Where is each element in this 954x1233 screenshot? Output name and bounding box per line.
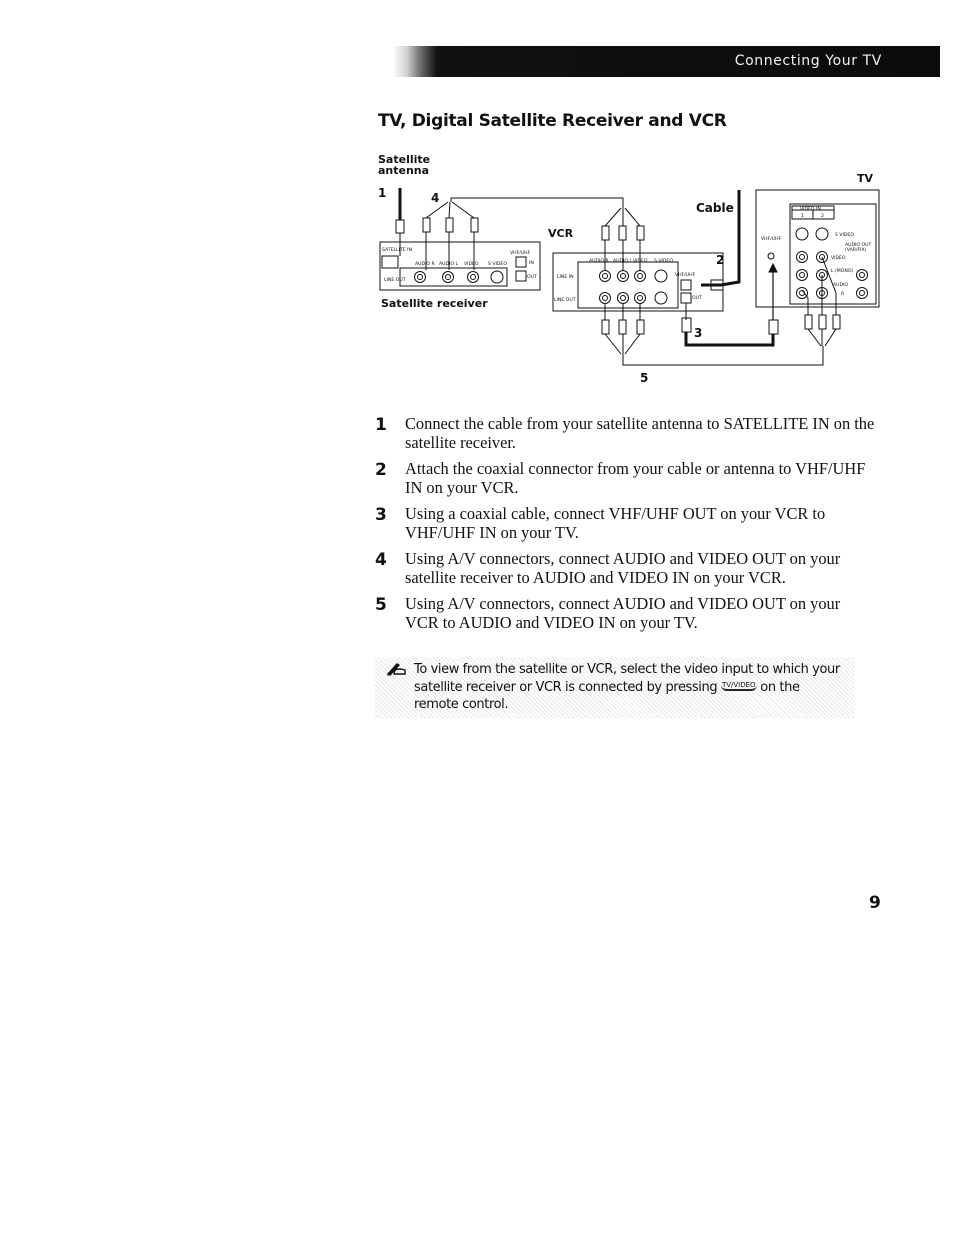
receiver-audio-r-text: AUDIO R: [415, 262, 435, 267]
receiver-vhf-uhf-text: VHF/UHF: [510, 251, 531, 256]
header-bar: [393, 46, 940, 77]
tv-s-video-2-jack: [816, 228, 828, 240]
receiver-video-jack: [468, 272, 479, 283]
vcr-label: VCR: [548, 227, 574, 240]
tv-input-2-text: 2: [821, 214, 824, 219]
av-plug-3: [471, 218, 478, 232]
vcr-out-text: OUT: [692, 296, 702, 301]
receiver-vhf-out-jack: [516, 271, 526, 281]
receiver-video-text: VIDEO: [464, 262, 479, 267]
step-number: 5: [375, 595, 387, 615]
tv-audio-out-l-jack: [857, 270, 868, 281]
satellite-receiver-label: Satellite receiver: [381, 297, 488, 310]
tip-note: [375, 657, 855, 719]
vcr-audio-r-in-jack: [600, 271, 611, 282]
step-5: [375, 595, 875, 632]
step-4: [375, 550, 875, 587]
antenna-plug: [396, 220, 404, 233]
tip-text: [414, 661, 844, 714]
tv-audio-text: AUDIO: [833, 283, 849, 288]
step-number: 1: [375, 415, 387, 435]
satellite-in-jack: [382, 256, 398, 268]
callout-1: 1: [378, 186, 387, 200]
vcr-vhf-uhf-text: VHF/UHF: [675, 273, 696, 278]
callout-2: 2: [716, 253, 725, 267]
vcr-video-text: VIDEO: [633, 259, 648, 264]
step-3: [375, 505, 875, 542]
vcr-line-in-text: LINE IN: [557, 275, 574, 280]
cable-label: Cable: [696, 201, 734, 215]
vcr-s-video-out-jack: [655, 292, 667, 304]
step-text: Using A/V connectors, connect AUDIO and VIDEO OUT on your satellite receiver to AUDIO and VIDEO IN on your VCR.: [405, 549, 841, 587]
callout-3: 3: [694, 326, 703, 340]
vcr-video-out-jack: [635, 293, 646, 304]
step-text: Using A/V connectors, connect AUDIO and VIDEO OUT on your VCR to AUDIO and VIDEO IN on your TV.: [405, 594, 841, 632]
step-text: Attach the coaxial connector from your cable or antenna to VHF/UHF IN on your VCR.: [405, 459, 866, 497]
header-title: Connecting Your TV: [734, 53, 882, 69]
vcr-vhf-in-jack: [681, 280, 691, 290]
tv-vhf-in-jack: [768, 253, 774, 259]
tv-s-video-1-jack: [796, 228, 808, 240]
tv-video-in-text: VIDEO IN: [800, 207, 821, 212]
page-number: 9: [869, 893, 881, 913]
pencil-hand-icon: [385, 660, 407, 676]
vcr-s-video-text: S VIDEO: [654, 259, 673, 264]
av-plug-2: [446, 218, 453, 232]
receiver-audio-l-jack: [443, 272, 454, 283]
callout-4: 4: [431, 191, 440, 205]
receiver-out-text: OUT: [527, 275, 537, 280]
tv-s-video-text: S VIDEO: [835, 233, 854, 238]
connection-diagram: [375, 150, 885, 395]
tip-text-after: on the remote control.: [414, 679, 800, 712]
receiver-vhf-in-jack: [516, 257, 526, 267]
tv-r-text: R: [841, 292, 845, 297]
receiver-satellite-in-text: SATELLITE IN: [382, 248, 412, 253]
receiver-audio-l-text: AUDIO L: [439, 262, 459, 267]
callout-5: 5: [640, 371, 649, 385]
vcr-audio-r-out-jack: [600, 293, 611, 304]
section-title: TV, Digital Satellite Receiver and VCR: [378, 111, 727, 131]
connection-diagram-svg: [375, 150, 885, 395]
tv-video-text: VIDEO: [831, 256, 846, 261]
vcr-audio-l-in-jack: [618, 271, 629, 282]
tip-text-before: To view from the satellite or VCR, select the video input to which your satellite receiver or VCR is connected by pressing: [414, 662, 840, 695]
tv-video-button-icon: TV/VIDEO: [721, 680, 756, 689]
step-1: [375, 415, 875, 452]
step-text: Connect the cable from your satellite antenna to SATELLITE IN on the satellite receiver.: [405, 414, 875, 452]
vcr-audio-l-out-jack: [618, 293, 629, 304]
vcr-vhf-out-jack: [681, 293, 691, 303]
av-plug-1: [423, 218, 430, 232]
vcr-s-video-in-jack: [655, 270, 667, 282]
tv-l-mono-text: L (MONO): [831, 269, 854, 274]
receiver-in-text: IN: [529, 261, 534, 266]
step-2: [375, 460, 875, 497]
satellite-antenna-label: Satellite: [378, 153, 431, 166]
satellite-antenna-label-2: antenna: [378, 164, 430, 177]
step-number: 4: [375, 550, 387, 570]
vcr-video-in-jack: [635, 271, 646, 282]
tv-audio-r-1-jack: [797, 288, 808, 299]
tv-audio-out-r-jack: [857, 288, 868, 299]
step-text: Using a coaxial cable, connect VHF/UHF OUT on your VCR to VHF/UHF IN on your TV.: [405, 504, 826, 542]
vcr-line-out-text: LINE OUT: [554, 298, 576, 303]
receiver-s-video-text: S VIDEO: [488, 262, 507, 267]
tv-label: TV: [857, 172, 874, 185]
tv-audio-l-1-jack: [797, 270, 808, 281]
receiver-s-video-jack: [491, 271, 503, 283]
step-number: 2: [375, 460, 387, 480]
steps-list: [375, 415, 875, 640]
receiver-audio-r-jack: [415, 272, 426, 283]
step-number: 3: [375, 505, 387, 525]
tv-vhf-uhf-text: VHF/UHF: [761, 237, 782, 242]
receiver-line-out-text: LINE OUT: [384, 278, 406, 283]
tv-audio-out-text: AUDIO OUT: [845, 243, 872, 248]
tv-input-1-text: 1: [801, 214, 804, 219]
vcr-audio-r-text: AUDIO R: [589, 259, 609, 264]
tv-var-fix-text: (VAR/FIX): [845, 248, 867, 253]
vcr-audio-l-text: AUDIO L: [613, 259, 633, 264]
tv-video-1-jack: [797, 252, 808, 263]
